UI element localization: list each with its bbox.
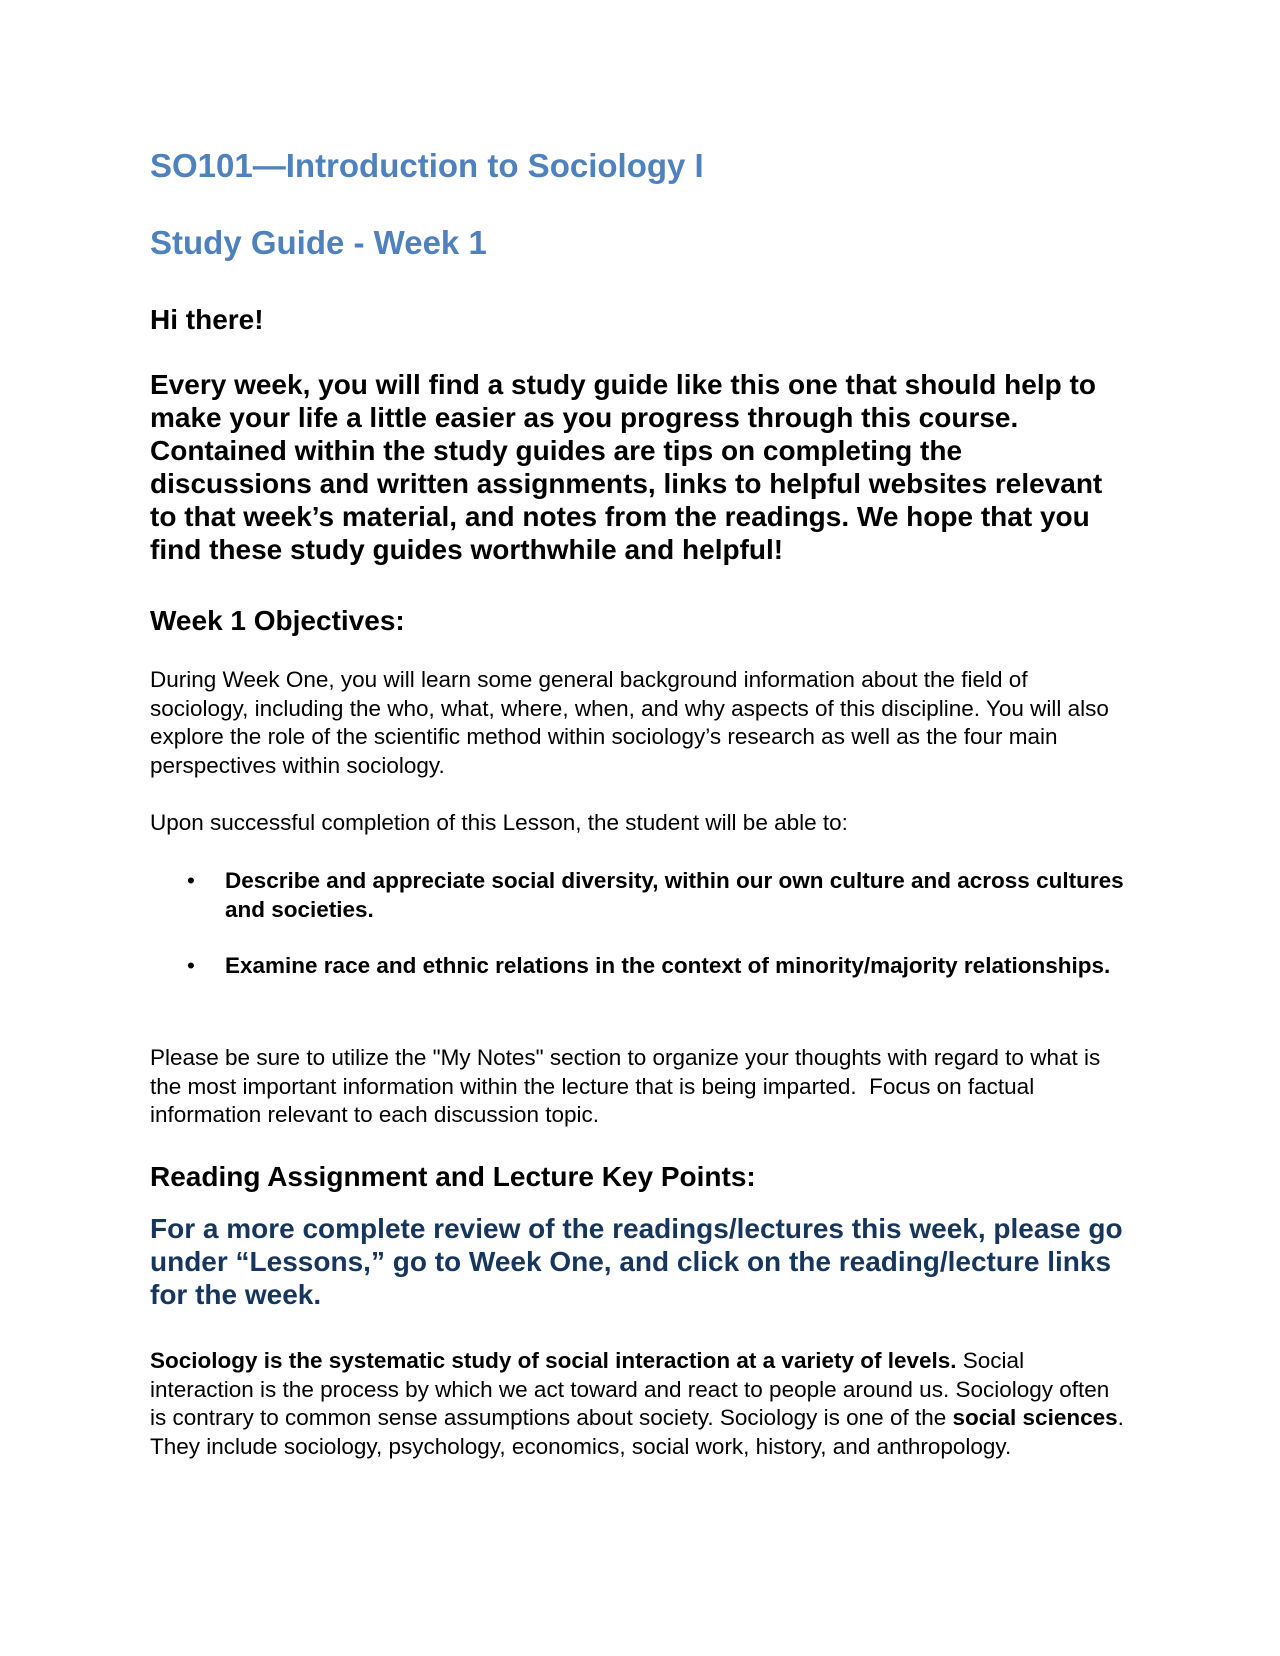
course-title: SO101—Introduction to Sociology I: [150, 147, 704, 184]
definition-bold: Sociology is the systematic study of social interaction at a variety of levels.: [150, 1348, 957, 1373]
objective-text: Describe and appreciate social diversity, within our own culture and across cultures and societies.: [225, 868, 1124, 922]
objectives-overview: During Week One, you will learn some general background information about the field of sociology, including the who, what, where, when, and why aspects of this discipline. You will also explore the role of the scientific method within sociology’s research as well as the four main perspectives within sociology.: [150, 667, 1109, 778]
list-item: [150, 952, 1125, 981]
social-sciences-term: social sciences: [952, 1405, 1118, 1430]
study-guide-title: Study Guide - Week 1: [150, 224, 487, 261]
definition-end: . They include sociology, psychology, economics, social work, history, and anthropology.: [150, 1405, 1124, 1459]
sociology-definition: [150, 1347, 1125, 1461]
objectives-heading: Week 1 Objectives:: [150, 605, 405, 636]
notes-tip: Please be sure to utilize the "My Notes" section to organize your thoughts with regard to what is the most important information within the lecture that is being imparted. Focus on factual information relevant to each discussion topic.: [150, 1045, 1101, 1127]
definition-text: Social interaction is the process by which we act toward and react to people around us. Sociology often is contrary to common sense assumptions about society. Sociology is one of the: [150, 1348, 1110, 1430]
greeting: Hi there!: [150, 304, 264, 335]
bullet-icon: •: [187, 953, 195, 978]
intro-paragraph: Every week, you will find a study guide like this one that should help to make your life a little easier as you progress through this course. Contained within the study guides are tips on completing the discussions and written assignments, links to helpful websites relevant to that week’s material, and notes from the readings. We hope that you find these study guides worthwhile and helpful!: [150, 369, 1103, 565]
reading-heading: Reading Assignment and Lecture Key Points:: [150, 1161, 756, 1192]
lessons-callout: For a more complete review of the readings/lectures this week, please go under “Lessons,” go to Week One, and click on the reading/lecture links for the week.: [150, 1213, 1123, 1310]
objectives-lead-in: Upon successful completion of this Lesson, the student will be able to:: [150, 810, 848, 835]
bullet-icon: •: [187, 868, 195, 893]
objective-text: Examine race and ethnic relations in the context of minority/majority relationships.: [225, 953, 1111, 978]
list-item: [150, 867, 1125, 924]
objectives-list: [150, 867, 1125, 1009]
